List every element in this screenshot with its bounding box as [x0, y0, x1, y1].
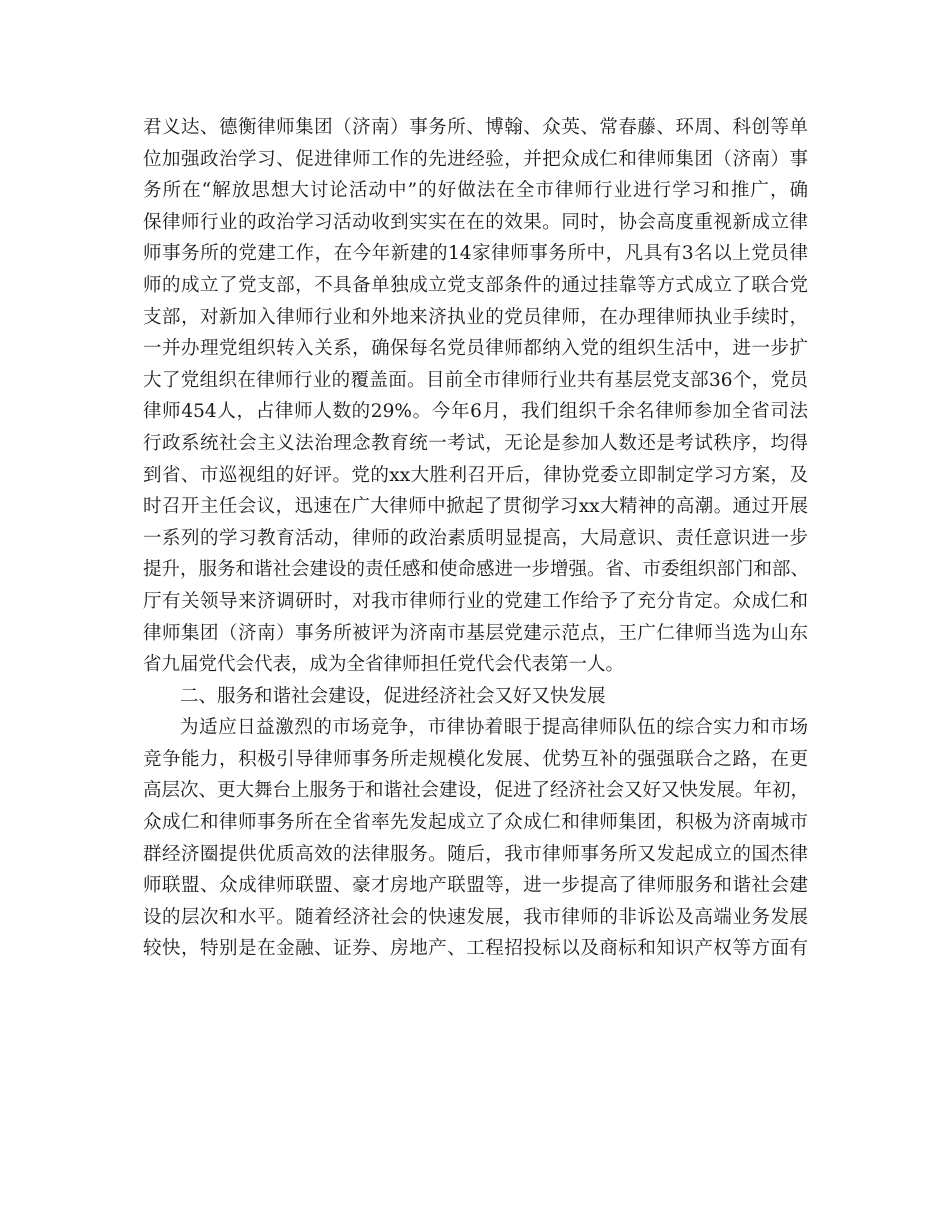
paragraph-harmonious-society: [143, 712, 808, 965]
text-line: 务所在“解放思想大讨论活动中”的好做法在全市律师行业进行学习和推广，确: [143, 180, 808, 202]
text-line: 支部，对新加入律师行业和外地来济执业的党员律师，在办理律师执业手续时，: [143, 306, 808, 328]
text-line: 律师454人，占律师人数的29%。今年6月，我们组织千余名律师参加全省司法: [143, 401, 808, 423]
text-line: 设的层次和水平。随着经济社会的快速发展，我市律师的非诉讼及高端业务发展: [143, 906, 808, 928]
section-heading: 二、服务和谐社会建设，促进经济社会又好又快发展: [180, 685, 606, 707]
text-line: 较快，特别是在金融、证券、房地产、工程招投标以及商标和知识产权等方面有: [143, 938, 808, 960]
text-line: 群经济圈提供优质高效的法律服务。随后，我市律师事务所又发起成立的国杰律: [143, 843, 808, 865]
text-line: 师的成立了党支部，不具备单独成立党支部条件的通过挂靠等方式成立了联合党: [143, 274, 808, 296]
text-line: 到省、市巡视组的好评。党的xx大胜利召开后，律协党委立即制定学习方案，及: [143, 464, 808, 486]
text-line: 提升，服务和谐社会建设的责任感和使命感进一步增强。省、市委组织部门和部、: [143, 559, 810, 581]
text-line: 大了党组织在律师行业的覆盖面。目前全市律师行业共有基层党支部36个，党员: [143, 369, 808, 391]
text-line: 位加强政治学习、促进律师工作的先进经验，并把众成仁和律师集团（济南）事: [143, 148, 808, 170]
text-line: 时召开主任会议，迅速在广大律师中掀起了贯彻学习xx大精神的高潮。通过开展: [143, 496, 808, 518]
text-line: 厅有关领导来济调研时，对我市律师行业的党建工作给予了充分肯定。众成仁和: [143, 590, 808, 612]
text-line: 师事务所的党建工作，在今年新建的14家律师事务所中，凡具有3名以上党员律: [143, 243, 808, 265]
document-body: [143, 112, 808, 965]
text-line: 君义达、德衡律师集团（济南）事务所、博翰、众英、常春藤、环周、科创等单: [143, 117, 808, 138]
text-line: 律师集团（济南）事务所被评为济南市基层党建示范点，王广仁律师当选为山东: [143, 622, 808, 644]
text-line: 行政系统社会主义法治理念教育统一考试，无论是参加人数还是考试秩序，均得: [143, 432, 808, 454]
text-line: 一系列的学习教育活动，律师的政治素质明显提高，大局意识、责任意识进一步: [143, 527, 808, 549]
text-line: 师联盟、众成律师联盟、豪才房地产联盟等，进一步提高了律师服务和谐社会建: [143, 875, 808, 897]
text-line: 高层次、更大舞台上服务于和谐社会建设，促进了经济社会又好又快发展。年初，: [143, 780, 810, 802]
paragraph-party-building: [143, 112, 808, 681]
text-line: 竞争能力，积极引导律师事务所走规模化发展、优势互补的强强联合之路，在更: [143, 748, 808, 770]
text-line: 一并办理党组织转入关系，确保每名党员律师都纳入党的组织生活中，进一步扩: [143, 338, 808, 360]
text-line: 省九届党代会代表，成为全省律师担任党代会代表第一人。: [143, 654, 625, 676]
text-line: 众成仁和律师事务所在全省率先发起成立了众成仁和律师集团，积极为济南城市: [143, 812, 808, 834]
text-line: 为适应日益激烈的市场竞争，市律协着眼于提高律师队伍的综合实力和市场: [180, 717, 808, 739]
text-line: 保律师行业的政治学习活动收到实实在在的效果。同时，协会高度重视新成立律: [143, 211, 808, 233]
